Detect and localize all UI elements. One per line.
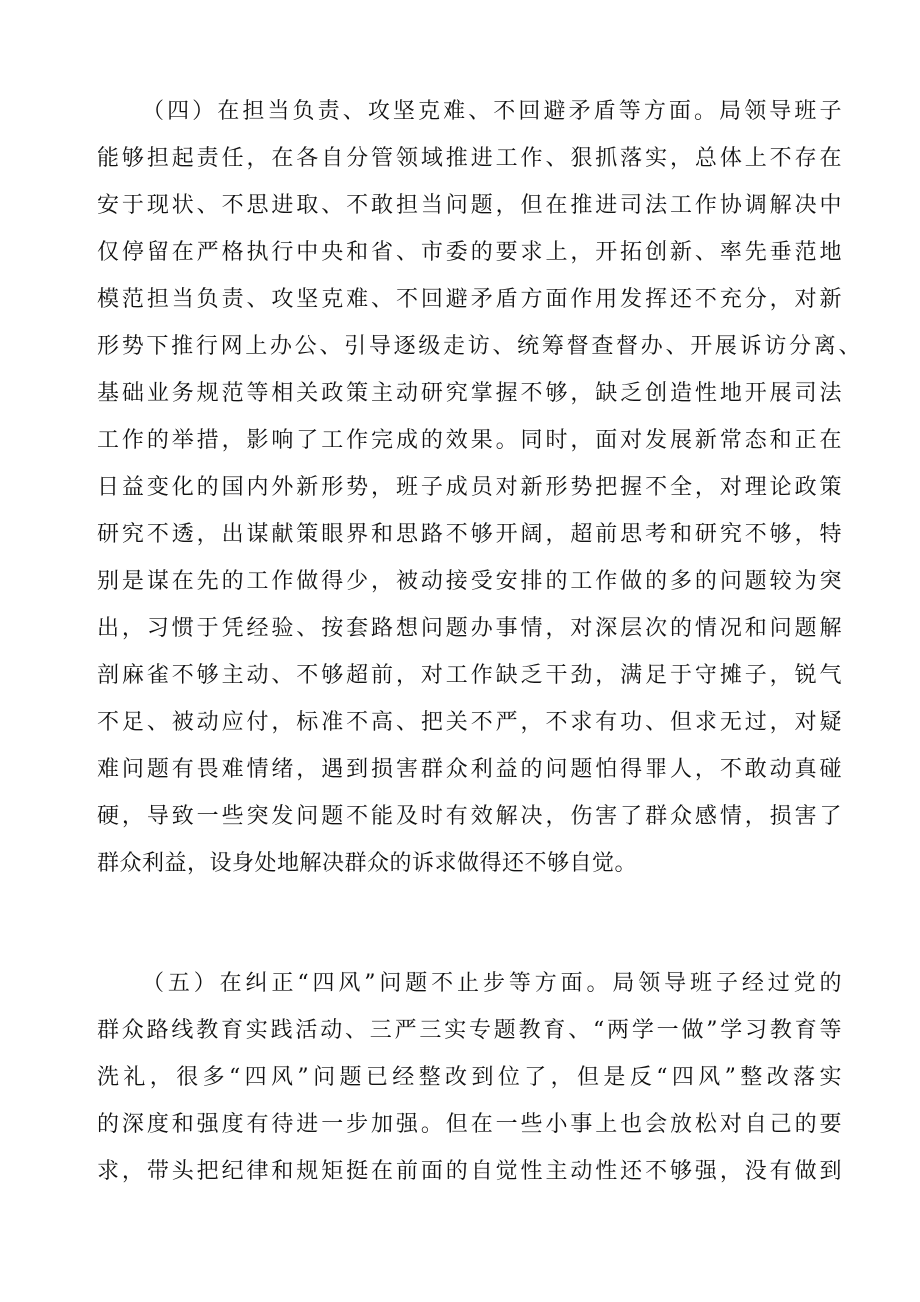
paragraph-line: 洗礼，很多“四风”问题已经整改到位了，但是反“四风”整改落实 [97, 1065, 842, 1090]
paragraph-line: 不足、被动应付，标准不高、把关不严，不求有功、但求无过，对疑 [97, 710, 842, 735]
paragraph-line: 工作的举措，影响了工作完成的效果。同时，面对发展新常态和正在 [97, 428, 842, 453]
paragraph-line: 出，习惯于凭经验、按套路想问题办事情，对深层次的情况和问题解 [97, 616, 842, 641]
paragraph-line: 的深度和强度有待进一步加强。但在一些小事上也会放松对自己的要 [97, 1112, 842, 1137]
paragraph-line: 仅停留在严格执行中央和省、市委的要求上，开拓创新、率先垂范地 [97, 240, 842, 265]
paragraph-line: 研究不透，出谋献策眼界和思路不够开阔，超前思考和研究不够，特 [97, 522, 842, 547]
paragraph-line: 硬，导致一些突发问题不能及时有效解决，伤害了群众感情，损害了 [97, 804, 842, 829]
paragraph-line: 群众路线教育实践活动、三严三实专题教育、“两学一做”学习教育等 [97, 1018, 842, 1043]
paragraph-line: 求，带头把纪律和规矩挺在前面的自觉性主动性还不够强，没有做到 [97, 1159, 842, 1184]
paragraph-four [97, 88, 861, 887]
paragraph-five [97, 960, 842, 1195]
paragraph-line: 日益变化的国内外新形势，班子成员对新形势把握不全，对理论政策 [97, 475, 842, 500]
paragraph-line: （五）在纠正“四风”问题不止步等方面。局领导班子经过党的 [142, 971, 842, 996]
paragraph-line: 安于现状、不思进取、不敢担当问题，但在推进司法工作协调解决中 [97, 193, 842, 218]
paragraph-line: 模范担当负责、攻坚克难、不回避矛盾方面作用发挥还不充分，对新 [97, 287, 842, 312]
paragraph-line: 形势下推行网上办公、引导逐级走访、统筹督查督办、开展诉访分离、 [97, 334, 861, 359]
paragraph-line: 剖麻雀不够主动、不够超前，对工作缺乏干劲，满足于守摊子，锐气 [97, 663, 842, 688]
paragraph-line: 基础业务规范等相关政策主动研究掌握不够，缺乏创造性地开展司法 [97, 381, 842, 406]
paragraph-line: （四）在担当负责、攻坚克难、不回避矛盾等方面。局领导班子 [142, 99, 842, 124]
paragraph-line: 能够担起责任，在各自分管领域推进工作、狠抓落实，总体上不存在 [97, 146, 842, 171]
paragraph-line: 群众利益，设身处地解决群众的诉求做得还不够自觉。 [97, 851, 638, 876]
paragraph-line: 别是谋在先的工作做得少，被动接受安排的工作做的多的问题较为突 [97, 569, 842, 594]
paragraph-line: 难问题有畏难情绪，遇到损害群众利益的问题怕得罪人，不敢动真碰 [97, 757, 842, 782]
